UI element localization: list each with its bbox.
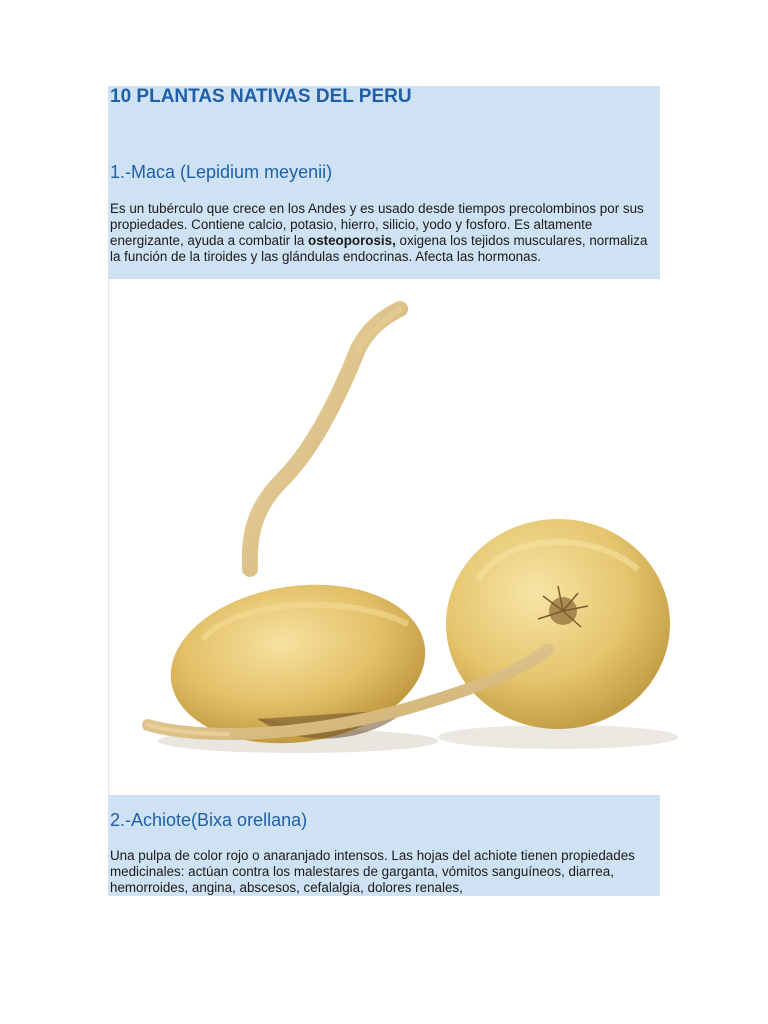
- section-text-achiote: Una pulpa de color rojo o anaranjado intensos. Las hojas del achiote tienen propiedades medicinales: actúan contra los malestares de garganta, vómitos sanguíneos, diarrea, hemorroides, angina, abscesos, cefalalgia, dolores renales,: [110, 848, 635, 895]
- maca-text-part1: Es un tubérculo que crece en los Andes y es usado desde tiempos precolombinos por sus propiedades. Contiene calcio, potasio, hierro, silicio, yodo y fosforo. Es altamente energizante, ayuda a combatir la: [110, 201, 644, 248]
- maca-text-part2: oxigena los tejidos musculares, normaliza la función de la tiroides y las glándulas endocrinas. Afecta las hormonas.: [110, 233, 648, 264]
- intro-block: [108, 86, 660, 279]
- section-heading-maca: 1.-Maca (Lepidium meyenii): [110, 162, 333, 182]
- maca-roots-illustration: [108, 279, 710, 795]
- maca-photo: [108, 279, 710, 795]
- achiote-block: [108, 795, 660, 896]
- photo-edge: [108, 279, 109, 795]
- page-title: 10 PLANTAS NATIVAS DEL PERU: [110, 86, 412, 107]
- section-heading-achiote: 2.-Achiote(Bixa orellana): [110, 810, 308, 830]
- section-text-maca: [110, 201, 658, 265]
- left-taproot: [250, 309, 400, 569]
- maca-text-bold: osteoporosis,: [308, 233, 396, 248]
